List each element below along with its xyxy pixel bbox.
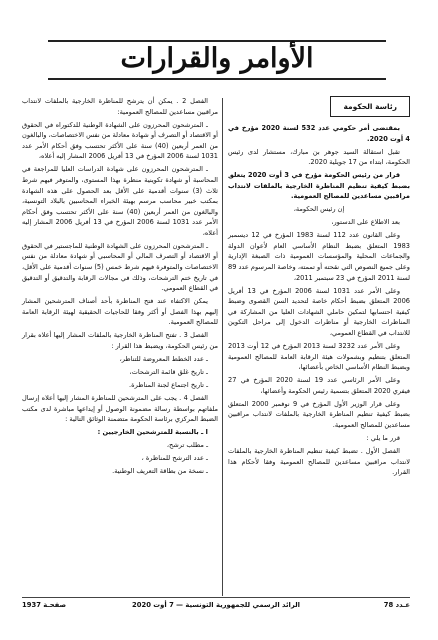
column-divider [222, 98, 223, 596]
section-banner [48, 40, 386, 80]
list-item: ـ تاريخ اجتماع لجنة المناظرة. [129, 380, 208, 389]
list-item: ـ نسخة من بطاقة التعريف الوطنية. [112, 467, 208, 476]
order-heading: قرار من رئيس الحكومة مؤرخ في 3 أوت 2020 يتعلق بضبط كيفية تنظيم المناظرة الخارجية بالملفات لانتداب مراقبين مساعدين للمصالح العمومية. [228, 171, 410, 201]
banner-bottom-rule [48, 78, 386, 80]
page-number: صفحـة 1937 [22, 601, 67, 609]
banner-top-rule [48, 40, 386, 42]
paragraph: إن رئيس الحكومة، [293, 205, 345, 214]
paragraph: ـ المترشحون المحرزون على الشهادة الوطنية للدكتوراه في الحقوق أو الاقتصاد أو التصرف أو شهادة معادلة من نفس الاختصاصات، والبالغون من العمر أربعين (40) سنة على الأكثر تحتسب وفق أحكام الأمر عدد 1031 لسنة 2006 المؤرخ في 13 أفريل 2006 المشار إليه أعلاه، [22, 120, 218, 161]
paragraph: يمكن الاكتفاء عند فتح المناظرة بأحد أصناف المترشحين المشار إليهم بهذا الفصل أو أكثر وفقا للحاجيات الحقيقية لهيئة الرقابة العامة للمصالح العمومية. [22, 297, 218, 327]
paragraph: الفصل 4 . يجب على المترشحين للمناظرة المشار إليها أعلاه إرسال ملفاتهم بواسطة رسالة مضمونة الوصول أو إيداعها مباشرة لدى مكتب الضبط المركزي برئاسة الحكومة متضمنة الوثائق التالية : [22, 393, 218, 424]
footer-rule [22, 597, 410, 598]
list-item: ـ مطلب ترشح، [166, 441, 208, 450]
paragraph: وعلى القانون عدد 112 لسنة 1983 المؤرخ في 12 ديسمبر 1983 المتعلق بضبط النظام الأساسي العام لأعوان الدولة والجماعات المحلية والمؤسسات العمومية ذات الصبغة الإدارية وعلى جميع النصوص التي نقحته أو تممته، وخاصة المرسوم عدد 89 لسنة 2011 المؤرخ في 23 سبتمبر 2011، [228, 231, 410, 282]
paragraph: وعلى الأمر عدد 3232 لسنة 2013 المؤرخ في 12 أوت 2013 المتعلق بتنظيم وبشمولات هيئة الرقابة العامة للمصالح العمومية وبضبط النظام الأساسي الخاص بأعضائها، [228, 342, 410, 372]
subheading: I ـ بالنسبة للمترشحين الخارجيين : [97, 428, 208, 437]
paragraph: تقبل استقالة السيد جوهر بن مبارك، مستشار لدى رئيس الحكومة، ابتداء من 17 جويلية 2020. [228, 147, 410, 167]
left-column [22, 96, 218, 479]
paragraph: وعلى الأمر عدد 1031 لسنة 2006 المؤرخ في 13 أفريل 2006 المتعلق بضبط أحكام خاصة لتحديد السن القصوى وضبط كيفية احتسابها لتمكين حاملي الشهادات العليا من المشاركة في المناظرات الخارجية أو مناظرات الدخول إلى مراحل التكوين للانتداب في القطاع العمومي، [228, 286, 410, 338]
paragraph: الفصل الأول . تضبط كيفية تنظيم المناظرة الخارجية بالملفات لانتداب مراقبين مساعدين للمصالح العمومية وفقا لأحكام هذا القرار. [228, 446, 410, 477]
paragraph: قرر ما يلي : [366, 433, 400, 442]
paragraph: الفصل 2 . يمكن أن يترشح للمناظرة الخارجية بالملفات لانتداب مراقبين مساعدين للمصالح العمومية: [22, 97, 218, 116]
list-item: ـ عدد الخطط المعروضة للتناظر، [119, 355, 208, 363]
list-item: ـ تاريخ غلق قائمة الترشحات، [129, 367, 208, 376]
list-item: ـ عدد الترشح للمناظرة ، [141, 454, 208, 463]
right-column [228, 96, 410, 480]
paragraph: الفصل 3 . تفتح المناظرة الخارجية بالملفات المشار إليها أعلاه بقرار من رئيس الحكومة، ويضبط هذا القرار : [22, 331, 218, 351]
paragraph: ـ المترشحون المحرزون على الشهادة الوطنية للماجستير في الحقوق أو الاقتصاد أو التصرف المالي أو المحاسبي أو شهادة معادلة من نفس الاختصاصات والمتوفرة فيهم شرط خمس (5) سنوات أقدمية على الأقل، في تاريخ ختم الترشحات، وذلك في مجالات الرقابة والتدقيق أو التدقيق في القطاع العمومي. [22, 241, 218, 293]
decree-heading: بمقتضى أمر حكومي عدد 532 لسنة 2020 مؤرخ في 4 أوت 2020. [228, 124, 410, 143]
gazette-title: الرائد الرسمي للجمهورية التونسية — 7 أوت 2020 [132, 601, 300, 609]
section-heading: رئاسة الحكومة [330, 96, 410, 117]
paragraph: بعد الاطلاع على الدستور، [331, 218, 400, 227]
page-title: الأوامر والقرارات [120, 43, 314, 74]
paragraph: وعلى الأمر الرئاسي عدد 19 لسنة 2020 المؤرخ في 27 فيفري 2020 المتعلق بتسمية رئيس الحكومة وأعضائها، [228, 376, 410, 395]
paragraph: ـ المترشحون المحرزون على شهادة الدراسات العليا للمراجعة في المحاسبة أو شهادة تكوينية منظرة بهذا المستوى، والمتوفر فيهم شرط ثلاث (3) سنوات أقدمية على الأقل بعد الحصول على هذه الشهادة بمكتب خبير محاسب مرسم بهيئة الخبراء المحاسبين بالبلاد التونسية، والبالغون من العمر أربعين (40) سنة على الأكثر تحتسب وفق أحكام الأمر عدد 1031 لسنة 2006 المؤرخ في 13 أفريل 2006 المشار إليه أعلاه، [22, 165, 219, 237]
issue-number: عـدد 78 [383, 601, 410, 609]
paragraph: وعلى قرار الوزير الأول المؤرخ في 9 نوفمبر 2000 المتعلق بضبط كيفية تنظيم المناظرة الخارجية بالملفات لانتداب مراقبين مساعدين للمصالح العمومية. [228, 399, 410, 429]
